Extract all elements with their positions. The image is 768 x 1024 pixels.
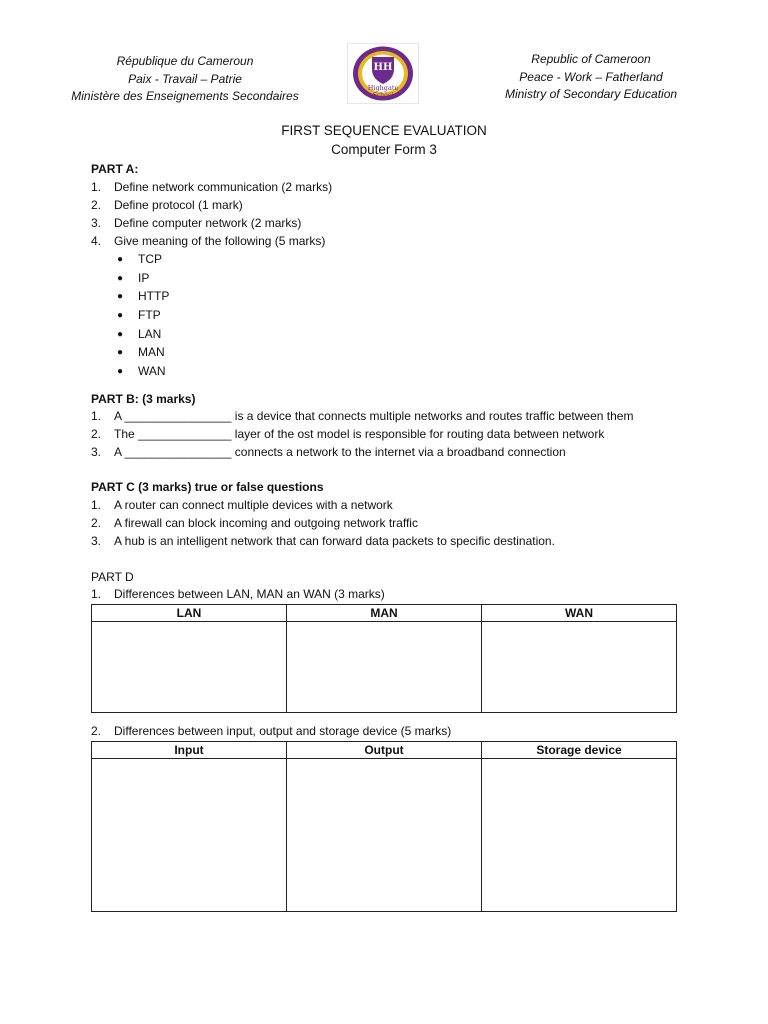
part-d-heading: PART D <box>91 570 134 584</box>
term-item: MAN <box>138 345 165 359</box>
header-right-country: Republic of Cameroon <box>531 52 651 66</box>
table-header-wan: WAN <box>482 605 677 622</box>
question-number: 1. <box>91 409 102 423</box>
question-number: 2. <box>91 427 102 441</box>
answer-cell <box>482 759 677 912</box>
question-number: 4. <box>91 234 102 248</box>
page-title: FIRST SEQUENCE EVALUATION <box>281 123 487 138</box>
svg-text:School: School <box>372 92 394 99</box>
answer-cell <box>287 759 482 912</box>
bullet-icon: ● <box>117 329 124 340</box>
school-logo <box>347 43 419 104</box>
header-right-ministry: Ministry of Secondary Education <box>504 87 678 101</box>
lan-man-wan-table <box>91 604 677 713</box>
question-number: 2. <box>91 198 102 212</box>
answer-cell <box>92 759 287 912</box>
school-logo-image <box>347 43 419 104</box>
question-number: 2. <box>91 516 102 530</box>
table-header-storage: Storage device <box>482 742 677 759</box>
bullet-icon: ● <box>117 291 124 302</box>
part-c-question-1: A router can connect multiple devices with a network <box>114 498 393 512</box>
header-left-motto: Paix - Travail – Patrie <box>128 71 242 86</box>
bullet-icon: ● <box>117 273 124 284</box>
part-b-question-2: The ______________ layer of the ost model is responsible for routing data between network <box>114 427 605 441</box>
part-d-question-1: Differences between LAN, MAN an WAN (3 marks) <box>114 587 385 601</box>
svg-text:HH: HH <box>373 62 393 73</box>
question-number: 3. <box>91 445 102 459</box>
answer-cell <box>92 622 287 713</box>
question-number: 1. <box>91 587 102 601</box>
part-a-question-1: Define network communication (2 marks) <box>114 180 333 194</box>
term-item: IP <box>138 271 150 285</box>
table-header-lan: LAN <box>92 605 287 622</box>
header-right <box>485 51 697 104</box>
question-number: 3. <box>91 534 102 548</box>
part-c-heading: PART C (3 marks) true or false questions <box>91 480 324 494</box>
bullet-icon: ● <box>117 347 124 358</box>
term-item: WAN <box>138 364 166 378</box>
part-c-question-2: A firewall can block incoming and outgoing network traffic <box>114 516 418 530</box>
svg-text:Highgate: Highgate <box>367 84 399 92</box>
part-a-question-4: Give meaning of the following (5 marks) <box>114 234 326 248</box>
part-b-question-3: A ________________ connects a network to the internet via a broadband connection <box>114 445 566 459</box>
part-a-heading: PART A: <box>91 162 139 176</box>
table-header-input: Input <box>92 742 287 759</box>
question-number: 1. <box>91 498 102 512</box>
part-c-question-3: A hub is an intelligent network that can forward data packets to specific destination. <box>114 534 555 548</box>
table-header-man: MAN <box>287 605 482 622</box>
answer-cell <box>287 622 482 713</box>
term-item: FTP <box>138 308 161 322</box>
bullet-icon: ● <box>117 366 124 377</box>
part-a-question-2: Define protocol (1 mark) <box>114 198 243 212</box>
term-item: TCP <box>138 252 162 266</box>
answer-cell <box>482 622 677 713</box>
header-left-ministry: Ministère des Enseignements Secondaires <box>71 89 299 103</box>
table-header-output: Output <box>287 742 482 759</box>
page-subtitle: Computer Form 3 <box>331 142 437 157</box>
device-table <box>91 741 677 912</box>
part-b-heading: PART B: (3 marks) <box>91 392 196 406</box>
question-number: 1. <box>91 180 102 194</box>
part-d-question-2: Differences between input, output and storage device (5 marks) <box>114 724 452 738</box>
part-b-question-1: A ________________ is a device that connects multiple networks and routes traffic between them <box>114 409 634 423</box>
term-item: HTTP <box>138 289 170 303</box>
header-left-country: République du Cameroun <box>116 54 254 68</box>
part-a-question-3: Define computer network (2 marks) <box>114 216 302 230</box>
bullet-icon: ● <box>117 310 124 321</box>
question-number: 2. <box>91 724 102 738</box>
question-number: 3. <box>91 216 102 230</box>
header-left <box>60 53 310 106</box>
header-right-motto: Peace - Work – Fatherland <box>519 69 663 84</box>
term-item: LAN <box>138 327 162 341</box>
bullet-icon: ● <box>117 254 124 265</box>
